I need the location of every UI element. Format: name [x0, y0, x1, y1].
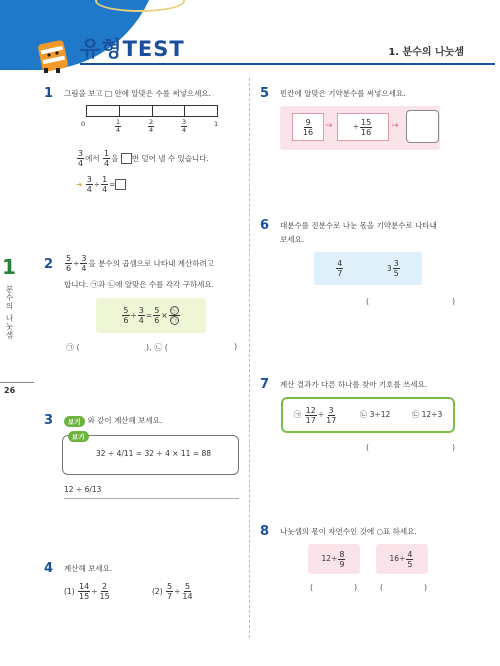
q8-paren-2-left: (: [380, 583, 384, 592]
q3-answer-line[interactable]: [64, 498, 239, 499]
q1-line2: $\frac{3}{4}$ 에서 $\frac{1}{4}$ 을 번 덜어 낼 수 있습니다.: [78, 149, 209, 168]
q6-paren-left: (: [366, 297, 370, 306]
q2-text-1: $\frac{5}{6}$ ÷ $\frac{3}{4}$ 을 분수의 곱셈으로 나타내 계산하려고: [66, 254, 214, 273]
column-divider: [249, 78, 250, 638]
q7-text: 계산 결과가 다른 하나를 찾아 기호를 쓰세요.: [280, 380, 428, 389]
q4-text: 계산해 보세요.: [64, 564, 113, 573]
page-number: 26: [4, 386, 16, 395]
q5-arrow-2: →: [391, 121, 399, 131]
q1-text: 그림을 보고 □ 안에 알맞은 수를 써넣으세요.: [64, 89, 211, 98]
chapter-title: 1. 분수의 나눗셈: [388, 47, 464, 58]
q1-number: 1: [44, 86, 54, 101]
q2-number: 2: [44, 257, 54, 272]
side-rule: [0, 382, 34, 383]
q1-tick-2: $\frac{2}{4}$: [149, 118, 154, 134]
side-chapter-number: 1: [2, 255, 16, 279]
q7-option-c[interactable]: ㉢ 12÷3: [411, 410, 443, 419]
mascot-icon: [36, 38, 70, 74]
q2-text-2: 합니다. ㉠과 ㉡에 알맞은 수를 각각 구하세요.: [64, 280, 214, 289]
q8-number: 8: [260, 524, 270, 539]
q2-answer-end: ): [234, 342, 238, 351]
q3-problem: 12 ÷ 6/13: [64, 485, 102, 494]
q5-number: 5: [260, 86, 270, 101]
q8-paren-2-right[interactable]: ): [424, 583, 428, 592]
q3-example-label: 보기: [68, 431, 89, 442]
q5-operator-box: ÷ $\frac{15}{16}$: [337, 113, 389, 141]
q1-line3: ➜ $\frac{3}{4}$ ÷ $\frac{1}{4}$ =: [76, 175, 126, 194]
q1-tick-1: $\frac{1}{4}$: [116, 118, 121, 134]
q3-text-row: 보기 와 같이 계산해 보세요.: [64, 414, 162, 428]
q1-answer-box-2[interactable]: [115, 179, 126, 190]
q8-paren-1-left: (: [310, 583, 314, 592]
q2-expression-box: $\frac{5}{6}$ ÷ $\frac{3}{4}$ = $\frac{5}{6}$ × $\frac{㉡}{㉠}$: [96, 298, 206, 333]
q3-number: 3: [44, 413, 54, 428]
q2-answer-a: ㉠ (: [66, 343, 80, 352]
q6-mixed-number: 3 $\frac{3}{5}$: [386, 259, 399, 278]
q8-option-2[interactable]: 16÷ $\frac{4}{5}$: [376, 544, 428, 574]
q6-number-box: [314, 252, 422, 285]
q6-number: 6: [260, 218, 270, 233]
q4-problem-2: (2) $\frac{5}{7}$ ÷ $\frac{5}{14}$: [152, 582, 193, 601]
q7-paren-right[interactable]: ): [452, 443, 456, 452]
q7-number: 7: [260, 377, 270, 392]
q1-tick-4: 1: [214, 120, 219, 128]
side-chapter-label: 분수의 나눗셈: [5, 285, 14, 340]
q8-paren-1-right[interactable]: ): [354, 583, 358, 592]
q1-tick-3: $\frac{3}{4}$: [182, 118, 187, 134]
q4-number: 4: [44, 561, 54, 576]
q1-number-line: [86, 105, 218, 117]
q2-answer-b: ), ㉡ (: [146, 343, 168, 352]
q7-option-b[interactable]: ㉡ 3÷12: [359, 410, 391, 419]
q3-example-tag: 보기: [64, 416, 85, 427]
title-rule: [80, 63, 495, 65]
q8-text: 나눗셈의 몫이 자연수인 것에 ○표 하세요.: [280, 527, 417, 536]
q6-text-2: 보세요.: [280, 235, 305, 244]
q5-arrow-1: →: [325, 121, 333, 131]
q3-example: 32 ÷ 4/11 = 32 ÷ 4 × 11 = 88: [96, 449, 212, 458]
q7-options-box: [281, 397, 455, 433]
q5-start-box: $\frac{9}{16}$: [292, 113, 324, 141]
q6-text-1: 대분수를 진분수로 나눈 몫을 기약분수로 나타내: [280, 221, 437, 230]
q1-tick-0: 0: [81, 120, 86, 128]
q5-answer-box[interactable]: [406, 110, 439, 143]
q5-text: 빈칸에 알맞은 기약분수를 써넣으세요.: [280, 89, 406, 98]
q8-option-1[interactable]: 12÷ $\frac{8}{9}$: [308, 544, 360, 574]
q1-answer-box-1[interactable]: [121, 153, 132, 164]
q4-problem-1: (1) $\frac{14}{15}$ ÷ $\frac{2}{15}$: [64, 582, 110, 601]
q6-proper-fraction: $\frac{4}{7}$: [337, 259, 343, 278]
page-title: 유형TEST: [80, 37, 185, 61]
q6-paren-right[interactable]: ): [452, 297, 456, 306]
q7-option-a[interactable]: ㉠ $\frac{12}{17}$ ÷ $\frac{3}{17}$: [293, 405, 337, 425]
q7-paren-left: (: [366, 443, 370, 452]
arrow-icon: ➜: [76, 179, 83, 189]
